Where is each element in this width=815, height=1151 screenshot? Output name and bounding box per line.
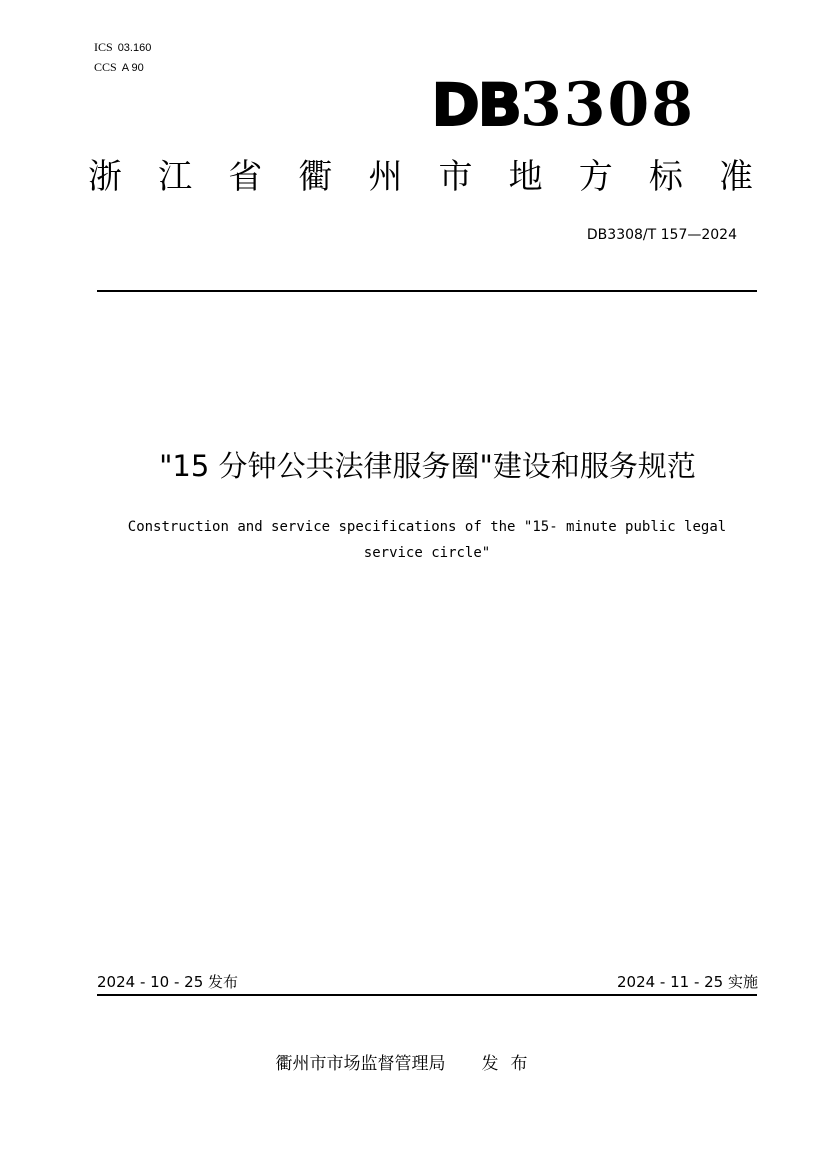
title-english-line: Construction and service specifications of the "15- minute public legal bbox=[127, 519, 727, 535]
title-english bbox=[80, 514, 774, 566]
publish-date: 2024 - 10 - 25 发布 bbox=[97, 973, 239, 991]
standard-type bbox=[88, 155, 753, 199]
top-divider bbox=[97, 290, 757, 292]
issuer bbox=[0, 1053, 815, 1075]
db-prefix: DB bbox=[431, 71, 520, 139]
db-number: 3308 bbox=[520, 70, 695, 140]
ics-code bbox=[94, 38, 151, 57]
standard-type-char: 州 bbox=[368, 157, 403, 197]
standard-type-char: 江 bbox=[158, 157, 193, 197]
ccs-value: A 90 bbox=[121, 62, 144, 74]
ccs-code bbox=[94, 58, 144, 77]
standard-type-char: 准 bbox=[718, 157, 753, 197]
standard-type-char: 市 bbox=[438, 157, 473, 197]
standard-type-char: 方 bbox=[578, 157, 613, 197]
issuer-name: 衢州市市场监督管理局 bbox=[275, 1054, 446, 1074]
title-english-line: service circle" bbox=[363, 545, 491, 561]
ics-label: ICS bbox=[94, 40, 113, 54]
standard-type-char: 地 bbox=[508, 157, 543, 197]
db-logo bbox=[432, 70, 695, 140]
standard-number: DB3308/T 157—2024 bbox=[586, 227, 737, 243]
ics-value: 03.160 bbox=[117, 42, 152, 54]
ccs-label: CCS bbox=[94, 60, 117, 74]
standard-type-char: 标 bbox=[648, 157, 683, 197]
standard-type-char: 衢 bbox=[298, 157, 333, 197]
implement-date: 2024 - 11 - 25 实施 bbox=[616, 973, 758, 991]
title-chinese: "15 分钟公共法律服务圈"建设和服务规范 bbox=[159, 449, 696, 483]
standard-type-char: 浙 bbox=[88, 157, 122, 197]
bottom-divider bbox=[97, 994, 757, 996]
standard-type-char: 省 bbox=[228, 157, 263, 197]
issuer-action: 发布 bbox=[481, 1054, 540, 1074]
